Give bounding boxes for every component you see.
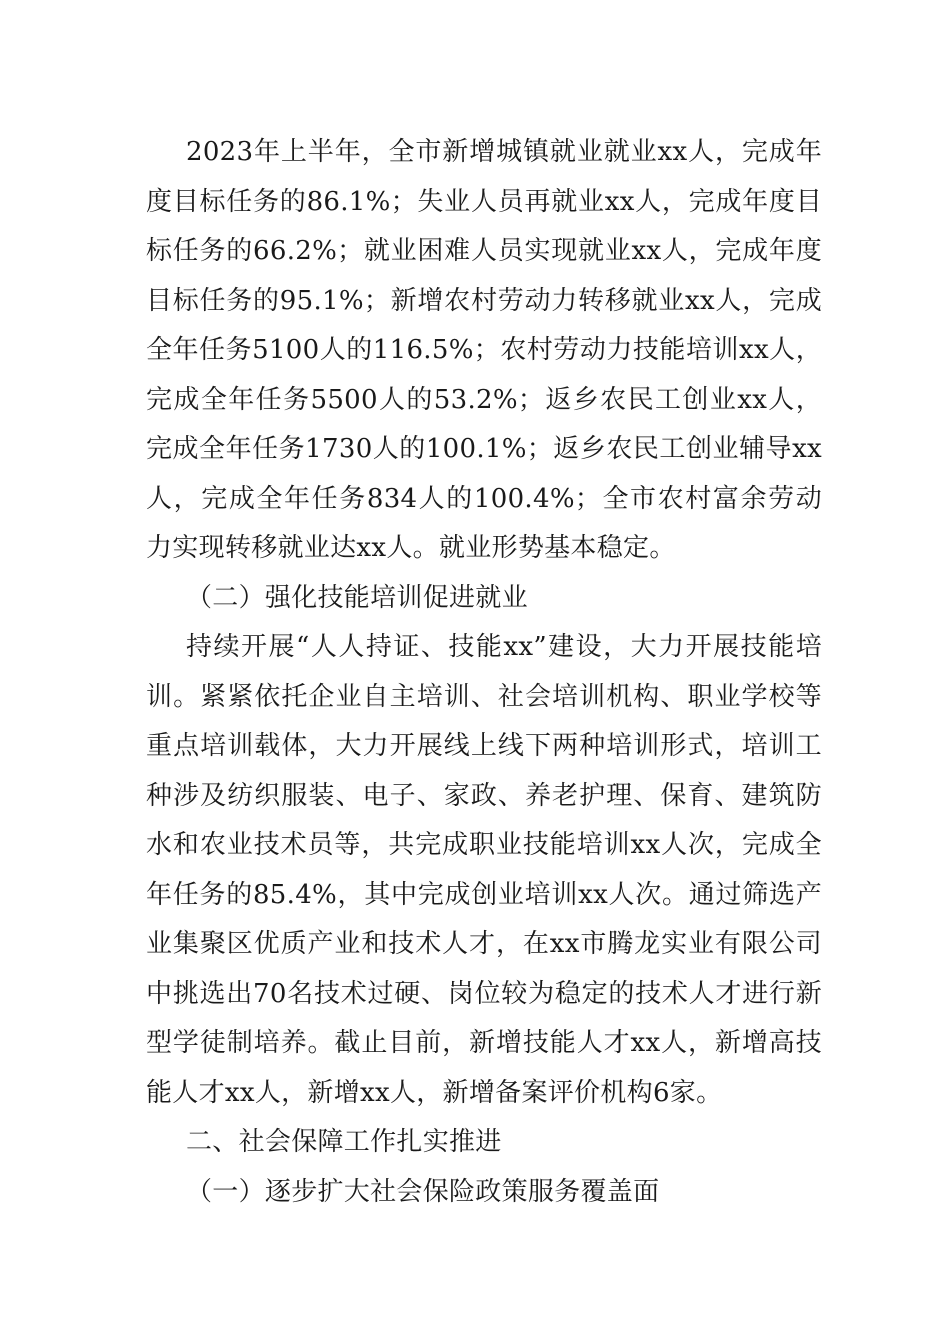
section-heading-insurance-coverage: （一）逐步扩大社会保险政策服务覆盖面	[186, 1176, 660, 1207]
section-heading-skills-training: （二）强化技能培训促进就业	[186, 582, 528, 613]
employment-summary-paragraph: 2023年上半年，全市新增城镇就业就业xx人，完成年度目标任务的86.1%；失业人员再就业xx人，完成年度目标任务的66.2%；就业困难人员实现就业xx人，完成年度目标任务的95.1%；新增农村劳动力转移就业xx人，完成全年任务5100人的116.5%；农村劳动力技能培训xx人，完成全年任务5500人的53.2%；返乡农民工创业xx人，完成全年任务1730人的100.1%；返乡农民工创业辅导xx人，完成全年任务834人的100.4%；全市农村富余劳动力实现转移就业达xx人。就业形势基本稳定。	[146, 137, 822, 563]
skills-training-paragraph: 持续开展“人人持证、技能xx”建设，大力开展技能培训。紧紧依托企业自主培训、社会培训机构、职业学校等重点培训载体，大力开展线上线下两种培训形式，培训工种涉及纺织服装、电子、家政、养老护理、保育、建筑防水和农业技术员等，共完成职业技能培训xx人次，完成全年任务的85.4%，其中完成创业培训xx人次。通过筛选产业集聚区优质产业和技术人才，在xx市腾龙实业有限公司中挑选出70名技术过硬、岗位较为稳定的技术人才进行新型学徒制培养。截止目前，新增技能人才xx人，新增高技能人才xx人，新增xx人，新增备案评价机构6家。	[146, 632, 822, 1108]
document-body	[146, 128, 822, 1217]
section-heading-social-security: 二、社会保障工作扎实推进	[186, 1127, 502, 1157]
